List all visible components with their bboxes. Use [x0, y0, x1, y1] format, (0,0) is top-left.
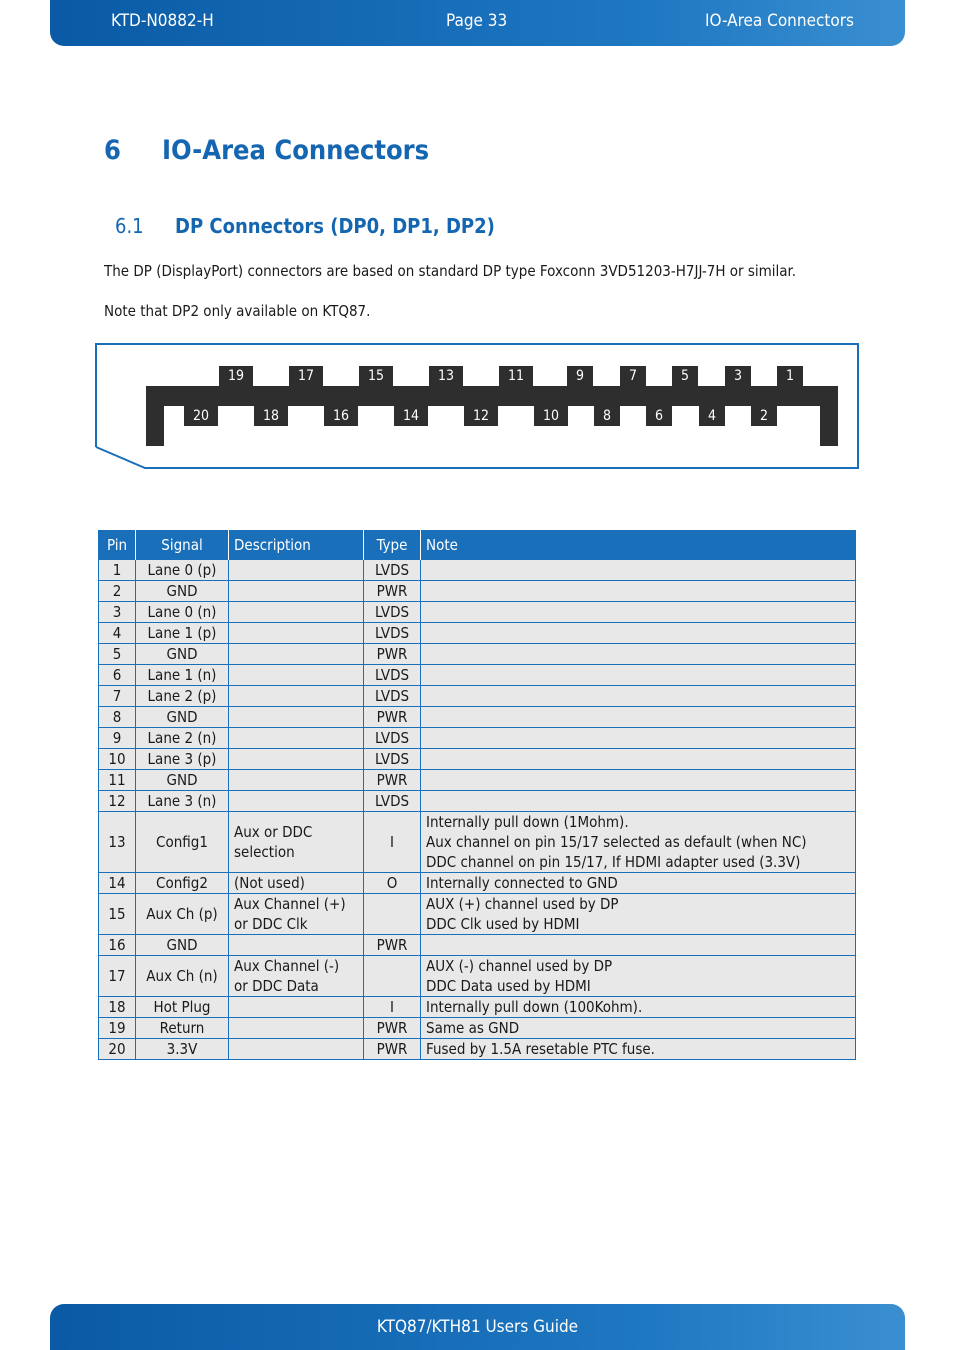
cell-pin: 4	[99, 623, 136, 644]
cell-note	[421, 602, 856, 623]
cell-desc	[229, 665, 364, 686]
cell-signal: GND	[136, 644, 229, 665]
cell-signal: Lane 2 (p)	[136, 686, 229, 707]
cell-signal: Hot Plug	[136, 997, 229, 1018]
cell-pin: 17	[99, 956, 136, 997]
section-number: 6.1	[115, 214, 144, 238]
cell-desc	[229, 560, 364, 581]
cell-type: PWR	[364, 1018, 421, 1039]
cell-note	[421, 707, 856, 728]
col-header-description: Description	[229, 530, 364, 560]
cell-type: PWR	[364, 644, 421, 665]
cell-desc	[229, 770, 364, 791]
cell-desc: Aux or DDC selection	[229, 812, 364, 873]
cell-signal: GND	[136, 581, 229, 602]
cell-signal: GND	[136, 935, 229, 956]
pin-label: 5	[672, 366, 698, 386]
cell-pin: 16	[99, 935, 136, 956]
col-header-note: Note	[421, 530, 856, 560]
table-row	[99, 935, 856, 956]
cell-desc: Aux Channel (-) or DDC Data	[229, 956, 364, 997]
page-footer	[50, 1304, 905, 1350]
pin-label: 10	[534, 406, 568, 426]
cell-type: PWR	[364, 1039, 421, 1060]
pin-label: 15	[359, 366, 393, 386]
chapter-title: IO-Area Connectors	[162, 135, 430, 166]
cell-desc	[229, 602, 364, 623]
cell-type	[364, 894, 421, 935]
cell-desc	[229, 581, 364, 602]
table-row	[99, 644, 856, 665]
pin-label: 3	[725, 366, 751, 386]
col-header-signal: Signal	[136, 530, 229, 560]
cell-pin: 14	[99, 873, 136, 894]
table-row	[99, 956, 856, 997]
cell-signal: GND	[136, 707, 229, 728]
cell-type: PWR	[364, 707, 421, 728]
header-section: IO-Area Connectors	[704, 11, 854, 31]
cell-signal: Lane 0 (n)	[136, 602, 229, 623]
cell-pin: 10	[99, 749, 136, 770]
cell-signal: Lane 1 (n)	[136, 665, 229, 686]
table-row	[99, 728, 856, 749]
page-number: Page 33	[446, 11, 508, 31]
table-row	[99, 560, 856, 581]
pin-label: 8	[594, 406, 620, 426]
cell-signal: Lane 3 (p)	[136, 749, 229, 770]
cell-note	[421, 791, 856, 812]
footer-title: KTQ87/KTH81 Users Guide	[376, 1317, 579, 1337]
cell-pin: 13	[99, 812, 136, 873]
cell-signal: GND	[136, 770, 229, 791]
table-row	[99, 812, 856, 873]
cell-signal: Aux Ch (p)	[136, 894, 229, 935]
cell-signal: Config1	[136, 812, 229, 873]
cell-pin: 6	[99, 665, 136, 686]
cell-note	[421, 581, 856, 602]
cell-note	[421, 644, 856, 665]
cell-type: LVDS	[364, 686, 421, 707]
cell-pin: 3	[99, 602, 136, 623]
section-heading	[115, 214, 495, 238]
cell-note: AUX (-) channel used by DP DDC Data used by HDMI	[421, 956, 856, 997]
table-row	[99, 1018, 856, 1039]
cell-desc	[229, 1018, 364, 1039]
cell-type: LVDS	[364, 665, 421, 686]
cell-desc	[229, 728, 364, 749]
table-row	[99, 997, 856, 1018]
cell-note	[421, 749, 856, 770]
pin-label: 14	[394, 406, 428, 426]
cell-pin: 7	[99, 686, 136, 707]
pin-label: 1	[777, 366, 803, 386]
cell-type: PWR	[364, 581, 421, 602]
cell-pin: 1	[99, 560, 136, 581]
col-header-pin: Pin	[99, 530, 136, 560]
cell-desc	[229, 623, 364, 644]
cell-pin: 9	[99, 728, 136, 749]
cell-note	[421, 560, 856, 581]
chapter-number: 6	[104, 135, 121, 166]
pinout-table	[98, 530, 856, 1060]
cell-pin: 19	[99, 1018, 136, 1039]
pin-label: 16	[324, 406, 358, 426]
cell-desc	[229, 686, 364, 707]
pin-label: 6	[646, 406, 672, 426]
cell-pin: 5	[99, 644, 136, 665]
cell-signal: Lane 3 (n)	[136, 791, 229, 812]
cell-note	[421, 728, 856, 749]
cell-signal: Lane 2 (n)	[136, 728, 229, 749]
cell-signal: Config2	[136, 873, 229, 894]
intro-paragraph: The DP (DisplayPort) connectors are based on standard DP type Foxconn 3VD51203-H7JJ-7H or similar.	[104, 262, 797, 280]
table-row	[99, 686, 856, 707]
cell-type: PWR	[364, 770, 421, 791]
cell-type: LVDS	[364, 728, 421, 749]
pin-label: 4	[699, 406, 725, 426]
cell-signal: Aux Ch (n)	[136, 956, 229, 997]
cell-type: I	[364, 812, 421, 873]
cell-note: AUX (+) channel used by DP DDC Clk used by HDMI	[421, 894, 856, 935]
pin-label: 20	[184, 406, 218, 426]
note-paragraph: Note that DP2 only available on KTQ87.	[104, 302, 371, 320]
pin-label: 11	[499, 366, 533, 386]
section-title: DP Connectors (DP0, DP1, DP2)	[175, 214, 495, 238]
page-header	[50, 0, 905, 46]
cell-type: I	[364, 997, 421, 1018]
cell-note	[421, 770, 856, 791]
table-row	[99, 665, 856, 686]
table-row	[99, 873, 856, 894]
cell-pin: 8	[99, 707, 136, 728]
cell-note: Internally connected to GND	[421, 873, 856, 894]
pin-label: 7	[620, 366, 646, 386]
cell-signal: Return	[136, 1018, 229, 1039]
pin-label: 19	[219, 366, 253, 386]
table-row	[99, 1039, 856, 1060]
cell-note: Fused by 1.5A resetable PTC fuse.	[421, 1039, 856, 1060]
dp-connector-diagram	[95, 343, 859, 469]
cell-pin: 2	[99, 581, 136, 602]
cell-note	[421, 686, 856, 707]
table-row	[99, 791, 856, 812]
cell-type: LVDS	[364, 560, 421, 581]
table-row	[99, 749, 856, 770]
pin-label: 2	[751, 406, 777, 426]
pin-label: 12	[464, 406, 498, 426]
cell-desc	[229, 749, 364, 770]
cell-signal: 3.3V	[136, 1039, 229, 1060]
cell-note	[421, 665, 856, 686]
pin-label: 17	[289, 366, 323, 386]
table-row	[99, 770, 856, 791]
table-row	[99, 581, 856, 602]
cell-pin: 12	[99, 791, 136, 812]
cell-desc	[229, 707, 364, 728]
cell-type: PWR	[364, 935, 421, 956]
cell-desc: Aux Channel (+) or DDC Clk	[229, 894, 364, 935]
table-row	[99, 707, 856, 728]
cell-note	[421, 935, 856, 956]
cell-note: Internally pull down (100Kohm).	[421, 997, 856, 1018]
table-row	[99, 894, 856, 935]
doc-id: KTD-N0882-H	[111, 11, 214, 31]
cell-signal: Lane 0 (p)	[136, 560, 229, 581]
cell-note: Internally pull down (1Mohm). Aux channel on pin 15/17 selected as default (when NC) DDC channel on pin 15/17, If HDMI adapter used (3.3V)	[421, 812, 856, 873]
cell-pin: 20	[99, 1039, 136, 1060]
pin-label: 13	[429, 366, 463, 386]
cell-type: LVDS	[364, 791, 421, 812]
pin-label: 18	[254, 406, 288, 426]
cell-type: LVDS	[364, 602, 421, 623]
cell-pin: 18	[99, 997, 136, 1018]
cell-pin: 15	[99, 894, 136, 935]
cell-desc	[229, 644, 364, 665]
table-header-row	[99, 530, 856, 560]
cell-desc	[229, 791, 364, 812]
cell-desc	[229, 997, 364, 1018]
cell-note: Same as GND	[421, 1018, 856, 1039]
col-header-type: Type	[364, 530, 421, 560]
table-row	[99, 602, 856, 623]
cell-note	[421, 623, 856, 644]
cell-type: LVDS	[364, 623, 421, 644]
cell-desc: (Not used)	[229, 873, 364, 894]
cell-type: O	[364, 873, 421, 894]
cell-desc	[229, 1039, 364, 1060]
chapter-heading	[104, 135, 429, 166]
cell-signal: Lane 1 (p)	[136, 623, 229, 644]
cell-pin: 11	[99, 770, 136, 791]
pin-label: 9	[567, 366, 593, 386]
cell-type: LVDS	[364, 749, 421, 770]
cell-type	[364, 956, 421, 997]
table-row	[99, 623, 856, 644]
cell-desc	[229, 935, 364, 956]
